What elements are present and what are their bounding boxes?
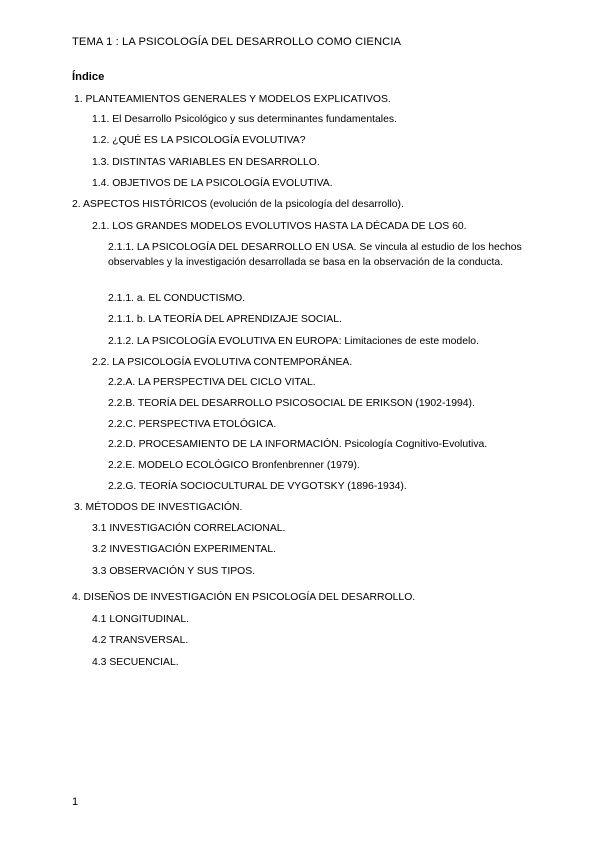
toc-entry: 2.2. LA PSICOLOGÍA EVOLUTIVA CONTEMPORÁNEA. — [92, 357, 353, 368]
toc-entry: 4.2 TRANSVERSAL. — [92, 635, 189, 646]
toc-entry: 2.1.1. b. LA TEORÍA DEL APRENDIZAJE SOCIAL. — [108, 314, 342, 325]
toc-entry: 4.1 LONGITUDINAL. — [92, 614, 190, 625]
toc-entry: 3.3 OBSERVACIÓN Y SUS TIPOS. — [92, 566, 256, 577]
toc-entry: 3. MÉTODOS DE INVESTIGACIÓN. — [74, 502, 243, 513]
toc-entry: 1. PLANTEAMIENTOS GENERALES Y MODELOS EXPLICATIVOS. — [74, 94, 391, 105]
toc-entry: 2.1.2. LA PSICOLOGÍA EVOLUTIVA EN EUROPA: Limitaciones de este modelo. — [108, 336, 479, 347]
toc-entry: 2.2.D. PROCESAMIENTO DE LA INFORMACIÓN. Psicología Cognitivo-Evolutiva. — [108, 439, 488, 450]
toc-entry: 4. DISEÑOS DE INVESTIGACIÓN EN PSICOLOGÍA DEL DESARROLLO. — [72, 592, 416, 603]
toc-entry: 2.1.1. a. EL CONDUCTISMO. — [108, 293, 246, 304]
toc-entry: 2.1. LOS GRANDES MODELOS EVOLUTIVOS HASTA LA DÉCADA DE LOS 60. — [92, 221, 467, 232]
toc-entry: 2.2.B. TEORÍA DEL DESARROLLO PSICOSOCIAL DE ERIKSON (1902-1994). — [108, 398, 475, 409]
toc-entry: 1.3. DISTINTAS VARIABLES EN DESARROLLO. — [92, 157, 320, 168]
toc-entry: 2.2.C. PERSPECTIVA ETOLÓGICA. — [108, 419, 277, 430]
toc-entry: 3.1 INVESTIGACIÓN CORRELACIONAL. — [92, 523, 286, 534]
toc-entry: 2.2.A. LA PERSPECTIVA DEL CICLO VITAL. — [108, 377, 316, 388]
toc-entry: 1.4. OBJETIVOS DE LA PSICOLOGÍA EVOLUTIVA. — [92, 178, 333, 189]
document-header: TEMA 1 : LA PSICOLOGÍA DEL DESARROLLO COMO CIENCIA — [72, 36, 402, 48]
toc-entry: 2.2.E. MODELO ECOLÓGICO Bronfenbrenner (1979). — [108, 460, 360, 471]
toc-entry: 1.1. El Desarrollo Psicológico y sus determinantes fundamentales. — [92, 114, 397, 125]
toc-entry: 2.2.G. TEORÍA SOCIOCULTURAL DE VYGOTSKY (1896-1934). — [108, 481, 407, 492]
toc-entry: 3.2 INVESTIGACIÓN EXPERIMENTAL. — [92, 544, 276, 555]
toc-entry: 2. ASPECTOS HISTÓRICOS (evolución de la psicología del desarrollo). — [72, 199, 404, 210]
index-heading: Índice — [72, 71, 105, 83]
page-number: 1 — [72, 796, 79, 808]
toc-entry: 2.1.1. LA PSICOLOGÍA DEL DESARROLLO EN USA. Se vincula al estudio de los hechos observables y la investigación desarrollada se basa en la observación de la conducta. — [108, 242, 522, 268]
toc-entry: 1.2. ¿QUÉ ES LA PSICOLOGÍA EVOLUTIVA? — [92, 135, 306, 146]
toc-entry: 4.3 SECUENCIAL. — [92, 657, 179, 668]
